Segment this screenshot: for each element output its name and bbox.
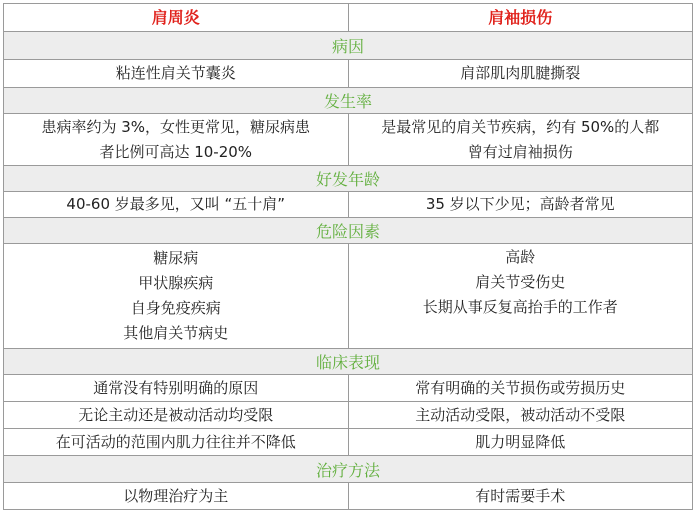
- cell-left: 粘连性肩关节囊炎: [4, 60, 349, 87]
- cell-left: 以物理治疗为主: [4, 483, 349, 509]
- cell-left: 在可活动的范围内肌力往往并不降低: [4, 429, 349, 455]
- cell-left: [4, 244, 349, 348]
- cell-right: [349, 244, 694, 348]
- section-title-cause: 病因: [4, 32, 693, 60]
- table-row: [4, 60, 693, 88]
- header-rotator-cuff-injury: 肩袖损伤: [349, 4, 694, 31]
- cell-line: 是最常见的肩关节疾病，约有 50%的人都: [381, 117, 660, 136]
- cell-line: 其他肩关节病史: [123, 324, 229, 342]
- cell-left: 无论主动还是被动活动均受限: [4, 402, 349, 428]
- cell-line: 长期从事反复高抬手的工作者: [422, 298, 618, 316]
- cell-left: [4, 114, 349, 165]
- section-title-risk-factors: 危险因素: [4, 218, 693, 244]
- cell-right: [349, 114, 694, 165]
- section-title-treatment: 治疗方法: [4, 456, 693, 483]
- table-row: [4, 244, 693, 349]
- table-row: [4, 192, 693, 218]
- cell-right: 有时需要手术: [349, 483, 694, 509]
- cell-right: 肌力明显降低: [349, 429, 694, 455]
- cell-line: 甲状腺疾病: [138, 274, 214, 292]
- header-row: [4, 4, 693, 32]
- cell-line: 患病率约为 3%，女性更常见，糖尿病患: [41, 117, 311, 136]
- cell-right: 35 岁以下少见；高龄者常见: [349, 192, 694, 217]
- cell-line: 高龄: [505, 248, 536, 266]
- cell-left: 40-60 岁最多见，又叫 “五十肩”: [4, 192, 349, 217]
- table-row: [4, 483, 693, 510]
- cell-line: 糖尿病: [153, 249, 199, 267]
- header-frozen-shoulder: 肩周炎: [4, 4, 349, 31]
- table-row: [4, 114, 693, 166]
- cell-line: 曾有过肩袖损伤: [467, 142, 573, 161]
- table-row: [4, 375, 693, 402]
- cell-right: 主动活动受限，被动活动不受限: [349, 402, 694, 428]
- section-title-incidence: 发生率: [4, 88, 693, 114]
- table-row: [4, 402, 693, 429]
- cell-right: 肩部肌肉肌腱撕裂: [349, 60, 694, 87]
- section-title-clinical: 临床表现: [4, 349, 693, 375]
- cell-left: 通常没有特别明确的原因: [4, 375, 349, 401]
- cell-line: 肩关节受伤史: [475, 273, 566, 291]
- table-row: [4, 429, 693, 456]
- comparison-table: [3, 3, 693, 510]
- cell-line: 者比例可高达 10-20%: [99, 142, 253, 161]
- cell-right: 常有明确的关节损伤或劳损历史: [349, 375, 694, 401]
- section-title-age: 好发年龄: [4, 166, 693, 192]
- cell-line: 自身免疫疾病: [130, 299, 221, 317]
